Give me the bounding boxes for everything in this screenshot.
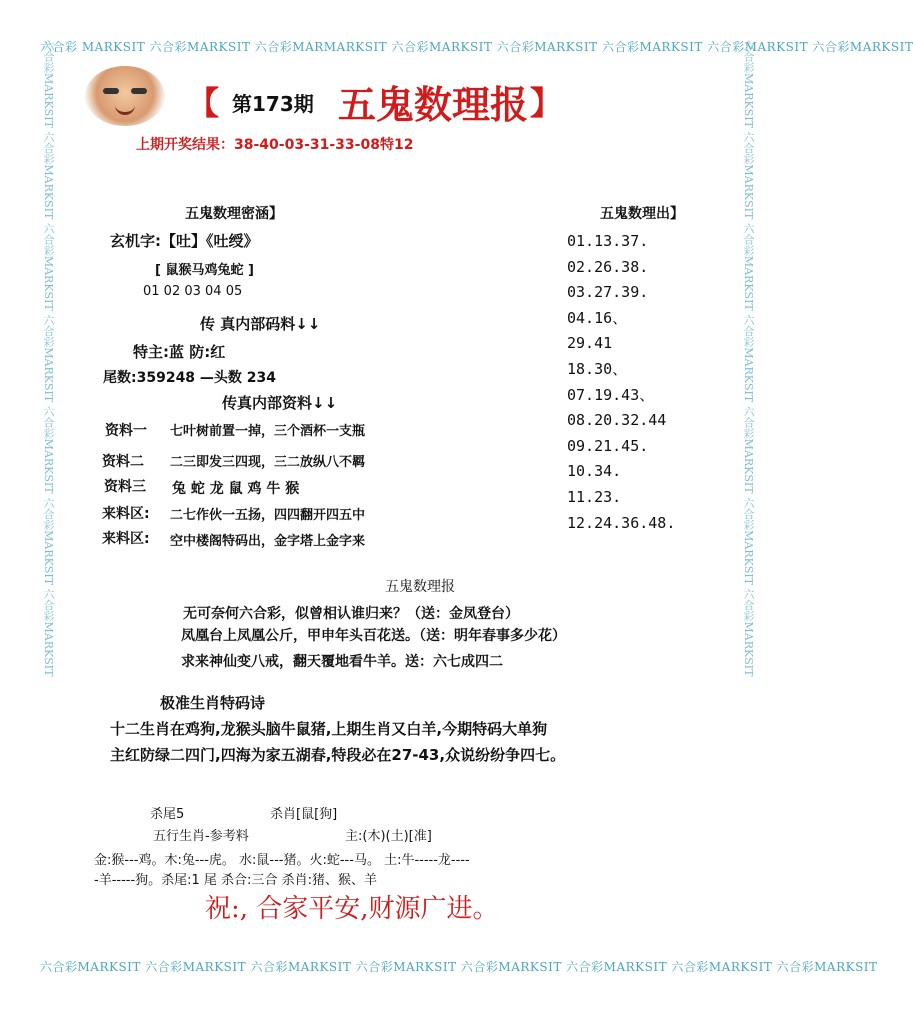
material-label: 资料三 (104, 479, 146, 495)
number-row: 01.13.37. (567, 232, 649, 250)
number-row: 09.21.45. (567, 436, 649, 455)
poem-title: 五鬼数理报 (385, 579, 455, 595)
title-bracket-right: 】 (530, 84, 563, 122)
numbers-list: 01 02 03 04 05 (143, 284, 243, 299)
material-text: 二三即发三四现，三二放纵八不羁 (170, 455, 366, 470)
elements-line-1: 金:猴---鸡。木:兔---虎。 水:鼠---猪。火:蛇---马。 土:牛-----龙---- (94, 853, 470, 868)
number-row: 18.30、 (567, 359, 628, 378)
page-title: 五鬼数理报 (338, 82, 529, 127)
left-border: 六合彩MARKSIT 六合彩MARKSIT 六合彩MARKSIT 六合彩MARKSIT 六合彩MARKSIT 六合彩MARKSIT 六合彩MARKSIT (42, 40, 55, 677)
bottom-border: 六合彩MARKSIT 六合彩MARKSIT 六合彩MARKSIT 六合彩MARKSIT 六合彩MARKSIT 六合彩MARKSIT 六合彩MARKSIT 六合彩MARKSIT (40, 960, 878, 974)
poem-line: 无可奈何六合彩，似曾相认谁归来？（送：金凤登台） (183, 606, 519, 622)
title-bracket-left: 【 (187, 84, 220, 122)
number-list (567, 229, 675, 536)
number-row: 11.23. (567, 487, 622, 506)
material-text: 兔 蛇 龙 鼠 鸡 牛 猴 (172, 481, 300, 497)
issue-number: 第173期 (232, 92, 314, 116)
material-label: 资料一 (105, 423, 147, 439)
number-row: 12.24.36.48. (567, 513, 676, 532)
number-row: 08.20.32.44 (567, 411, 667, 430)
fax-title-2: 传真内部资料↓↓ (222, 394, 338, 412)
kill-zodiac: 杀肖[鼠[狗] (270, 807, 338, 822)
left-section-title: 五鬼数理密涵】 (185, 206, 283, 222)
number-row: 04.16、 (567, 308, 628, 327)
mystery-word: 玄机字:【吐】《吐绶》 (110, 232, 259, 250)
material-text: 空中楼阁特码出，金字塔上金字来 (170, 534, 366, 549)
material-label: 来料区: (102, 506, 150, 522)
material-text: 七叶树前置一掉，三个酒杯一支瓶 (170, 424, 366, 439)
material-label: 来料区: (102, 531, 150, 547)
number-row: 29.41 (567, 334, 613, 353)
right-border: 六合彩MARKSIT 六合彩MARKSIT 六合彩MARKSIT 六合彩MARKSIT 六合彩MARKSIT 六合彩MARKSIT 六合彩MARKSIT (742, 40, 755, 677)
last-result: 上期开奖结果：38-40-03-31-33-08特12 (136, 137, 414, 153)
kill-tail: 杀尾5 (150, 807, 185, 822)
zodiac-poem-title: 极准生肖特码诗 (160, 694, 266, 712)
number-row: 10.34. (567, 462, 622, 481)
right-section-title: 五鬼数理出】 (600, 206, 684, 222)
blessing: 祝:, 合家平安,财源广进。 (205, 894, 499, 924)
zodiac-poem-line: 主红防绿二四门,四海为家五湖春,特段必在27-43,众说纷纷争四七。 (110, 746, 566, 764)
special-color: 特主:蓝 防:红 (133, 343, 226, 361)
five-elements-label: 五行生肖-参考料 (153, 829, 249, 844)
material-text: 二七作伙一五扬，四四翻开四五中 (170, 508, 366, 523)
zodiac-poem-line: 十二生肖在鸡狗,龙猴头脑牛鼠猪,上期生肖又白羊,今期特码大单狗 (110, 720, 548, 738)
number-row: 02.26.38. (567, 257, 649, 276)
poem-line: 凤凰台上凤凰公斤，甲申年头百花送。（送：明年春事多少花） (181, 628, 566, 644)
main-elements: 主:(木)(土)[准] (345, 829, 432, 844)
poem-line: 求来神仙变八戒，翻天覆地看牛羊。送：六七成四二 (181, 654, 503, 670)
number-row: 07.19.43、 (567, 385, 655, 404)
tail-head-numbers: 尾数:359248 —头数 234 (103, 370, 277, 386)
fax-title: 传 真内部码料↓↓ (200, 315, 321, 333)
top-border: 六合彩 MARKSIT 六合彩MARKSIT 六合彩MARMARKSIT 六合彩MARKSIT 六合彩MARKSIT 六合彩MARKSIT 六合彩MARKSIT 六合彩MARKSIT (40, 40, 913, 54)
number-row: 03.27.39. (567, 283, 649, 302)
material-label: 资料二 (102, 454, 144, 470)
zodiac-list: [ 鼠猴马鸡兔蛇 ] (155, 263, 254, 278)
elements-line-2: -羊-----狗。杀尾:1 尾 杀合:三合 杀肖:猪、猴、羊 (94, 873, 377, 888)
portrait-avatar (85, 66, 165, 126)
